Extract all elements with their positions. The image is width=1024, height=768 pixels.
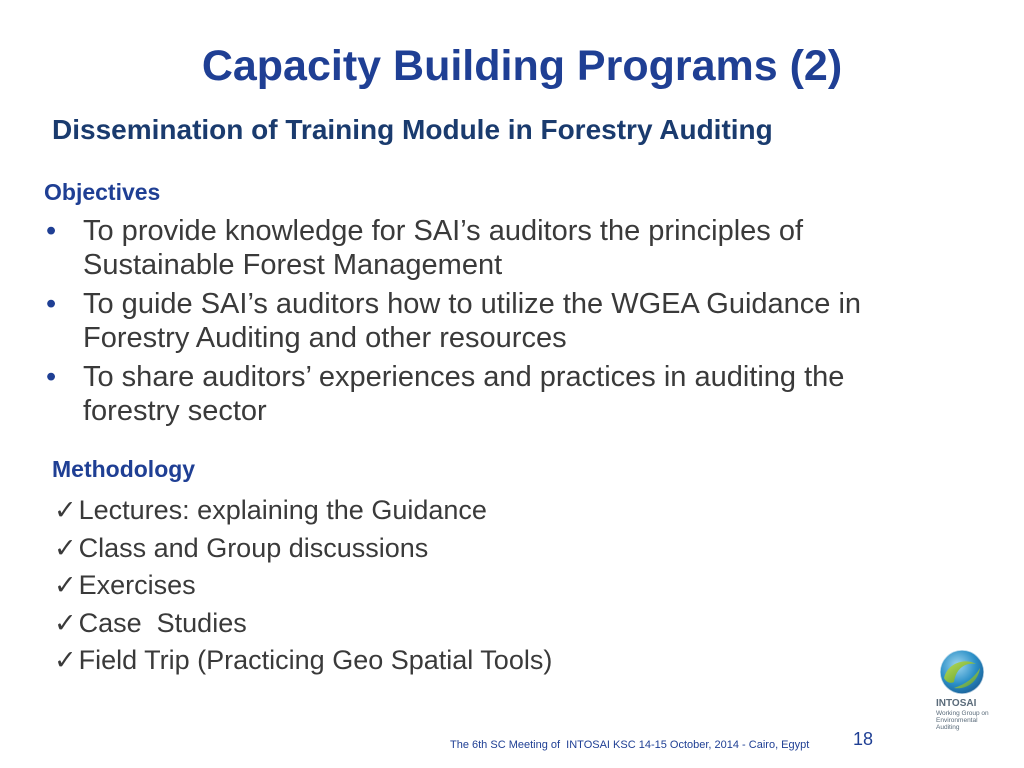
wgea-globe-icon xyxy=(936,648,992,698)
methodology-text: Case Studies xyxy=(78,607,247,638)
objectives-list xyxy=(46,214,886,433)
check-icon: ✓ xyxy=(54,495,77,525)
methodology-heading: Methodology xyxy=(52,456,196,482)
objectives-heading: Objectives xyxy=(44,179,161,205)
methodology-list xyxy=(54,492,754,680)
check-icon: ✓ xyxy=(54,607,77,638)
slide-title: Capacity Building Programs (2) xyxy=(201,42,843,90)
slide-footer: The 6th SC Meeting of INTOSAI KSC 14-15 October, 2014 - Cairo, Egypt xyxy=(450,739,810,751)
objective-text: To guide SAI’s auditors how to utilize the WGEA Guidance in Forestry Auditing and other resources xyxy=(83,288,862,354)
intosai-logo xyxy=(932,646,998,740)
list-item xyxy=(54,642,754,680)
list-item xyxy=(54,530,754,568)
list-item xyxy=(46,214,886,282)
bullet-icon: • xyxy=(46,361,57,393)
logo-name: INTOSAI xyxy=(936,698,977,709)
bullet-icon: • xyxy=(46,215,57,247)
check-icon: ✓ xyxy=(54,532,77,563)
slide-subtitle: Dissemination of Training Module in Forestry Auditing xyxy=(52,114,773,145)
list-item xyxy=(54,567,754,605)
objective-text: To provide knowledge for SAI’s auditors the principles of Sustainable Forest Management xyxy=(83,215,804,281)
logo-tagline: Working Group on Environmental Auditing xyxy=(936,710,989,731)
page-number: 18 xyxy=(853,729,874,749)
methodology-text: Class and Group discussions xyxy=(78,532,429,563)
check-icon: ✓ xyxy=(54,645,77,675)
list-item xyxy=(46,287,886,355)
methodology-text: Lectures: explaining the Guidance xyxy=(78,495,487,525)
list-item xyxy=(54,492,754,530)
methodology-text: Field Trip (Practicing Geo Spatial Tools) xyxy=(78,645,553,675)
objective-text: To share auditors’ experiences and practices in auditing the forestry sector xyxy=(83,361,845,427)
list-item xyxy=(54,605,754,643)
methodology-text: Exercises xyxy=(78,570,196,600)
bullet-icon: • xyxy=(46,288,57,320)
list-item xyxy=(46,360,886,428)
check-icon: ✓ xyxy=(54,570,77,600)
